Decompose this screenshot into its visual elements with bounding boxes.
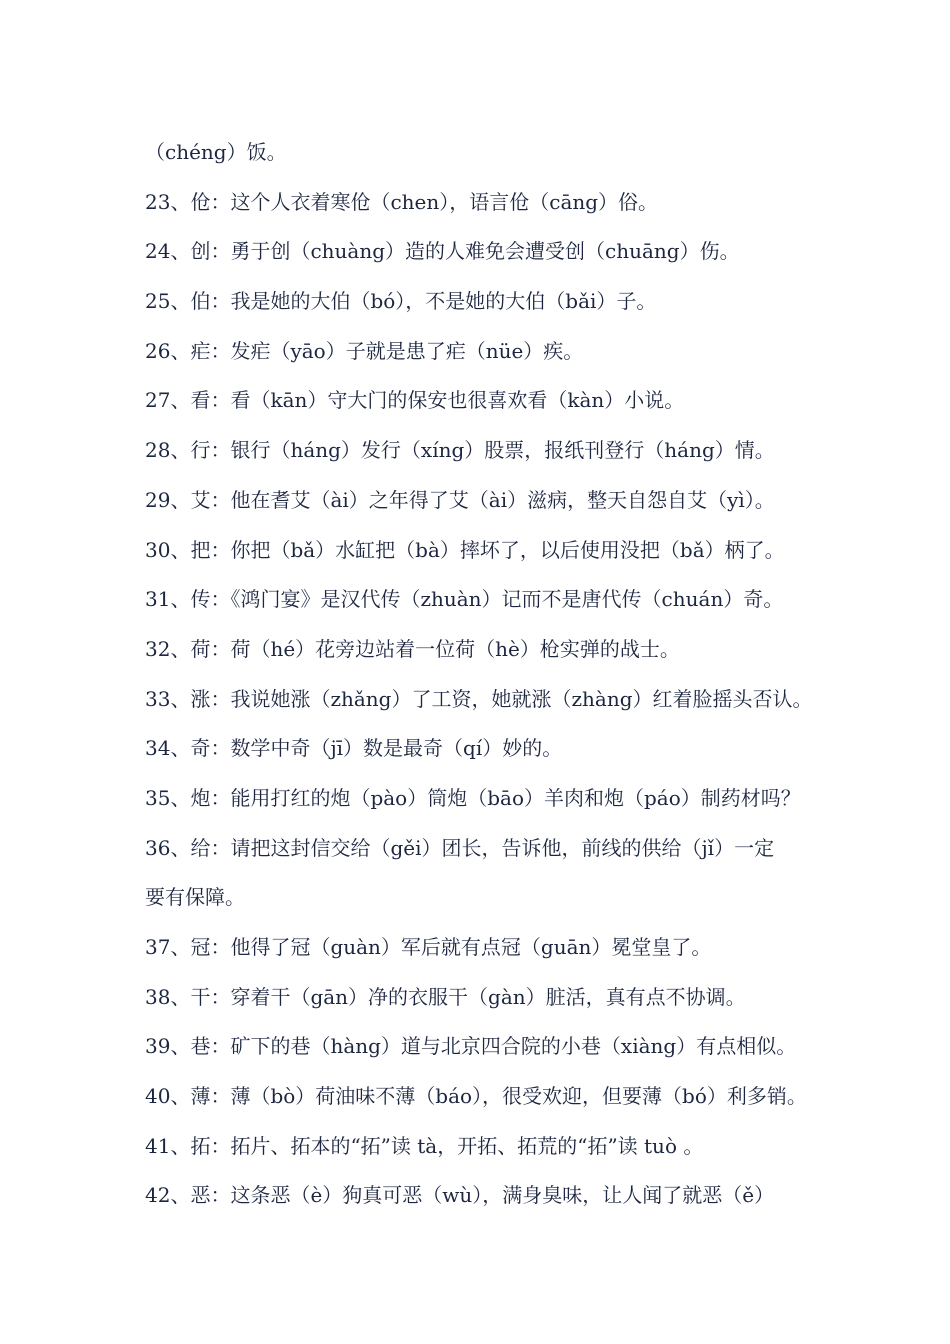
text-line: 42、恶：这条恶（è）狗真可恶（wù），满身臭味，让人闻了就恶（ě） — [145, 1183, 775, 1208]
text-line: 37、冠：他得了冠（guàn）军后就有点冠（guān）冕堂皇了。 — [145, 935, 712, 959]
text-line: 31、传：《鸿门宴》是汉代传（zhuàn）记而不是唐代传（chuán）奇。 — [145, 587, 784, 612]
text-line: 32、荷：荷（hé）花旁边站着一位荷（hè）枪实弹的战士。 — [145, 636, 680, 661]
text-line: （chéng）饭。 — [145, 140, 287, 164]
text-line: 41、拓：拓片、拓本的“拓”读 tà，开拓、拓荒的“拓”读 tuò 。 — [145, 1133, 704, 1158]
text-line: 38、干：穿着干（gān）净的衣服干（gàn）脏活，真有点不协调。 — [145, 984, 746, 1009]
text-line: 要有保障。 — [145, 885, 245, 910]
text-line: 26、疟：发疟（yāo）子就是患了疟（nüe）疾。 — [145, 338, 584, 363]
text-line: 39、巷：矿下的巷（hàng）道与北京四合院的小巷（xiàng）有点相似。 — [145, 1034, 797, 1059]
text-line: 27、看：看（kān）守大门的保安也很喜欢看（kàn）小说。 — [145, 388, 685, 413]
text-line: 34、奇：数学中奇（jī）数是最奇（qí）妙的。 — [145, 736, 563, 761]
text-line: 30、把：你把（bǎ）水缸把（bà）摔坏了，以后使用没把（bǎ）柄了。 — [145, 537, 785, 562]
text-line: 33、涨：我说她涨（zhǎng）了工资，她就涨（zhàng）红着脸摇头否认。 — [145, 686, 813, 711]
text-body — [145, 128, 835, 1221]
text-line: 36、给：请把这封信交给（gěi）团长，告诉他，前线的供给（jǐ）一定 — [145, 835, 775, 860]
text-line: 29、艾：他在耆艾（ài）之年得了艾（ài）滋病，整天自怨自艾（yì）。 — [145, 487, 775, 512]
text-line: 40、薄：薄（bò）荷油味不薄（báo），很受欢迎，但要薄（bó）利多销。 — [145, 1084, 807, 1109]
text-line: 28、行：银行（háng）发行（xíng）股票，报纸刊登行（háng）情。 — [145, 438, 775, 463]
text-line: 24、创：勇于创（chuàng）造的人难免会遭受创（chuāng）伤。 — [145, 239, 740, 264]
text-line: 35、炮：能用打红的炮（pào）筒炮（bāo）羊肉和炮（páo）制药材吗？ — [145, 785, 801, 810]
text-line: 25、伯：我是她的大伯（bó），不是她的大伯（bǎi）子。 — [145, 289, 657, 314]
text-line: 23、伧：这个人衣着寒伧（chen），语言伧（cāng）俗。 — [145, 189, 659, 214]
